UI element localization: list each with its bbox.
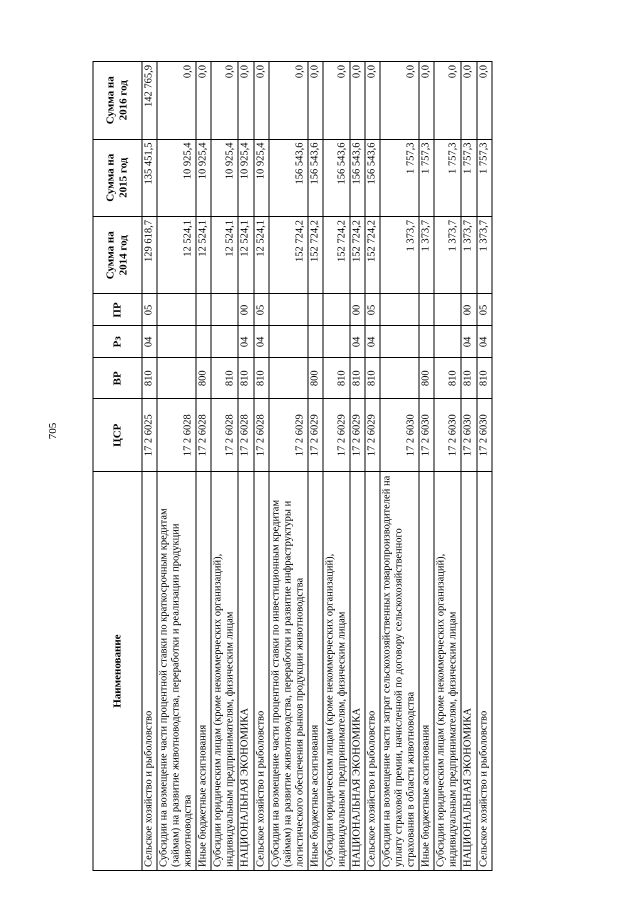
sum-2014-cell: 12 524,1 bbox=[196, 217, 211, 294]
rz-cell bbox=[434, 326, 461, 358]
table-row bbox=[477, 62, 492, 871]
table-row bbox=[365, 62, 380, 871]
pr-cell: 00 bbox=[238, 294, 253, 326]
rz-cell: 04 bbox=[142, 326, 157, 358]
rz-cell bbox=[419, 326, 434, 358]
vr-cell: 810 bbox=[350, 358, 365, 399]
sum-2015-cell: 10 925,4 bbox=[211, 139, 238, 216]
sum-2015-cell: 156 543,6 bbox=[350, 139, 365, 216]
sum-2014-cell: 1 373,7 bbox=[477, 217, 492, 294]
sum-2015-cell: 10 925,4 bbox=[254, 139, 269, 216]
sum-2014-cell: 152 724,2 bbox=[350, 217, 365, 294]
table-header-row bbox=[93, 62, 142, 871]
pr-cell: 05 bbox=[365, 294, 380, 326]
csr-cell: 17 2 6025 bbox=[142, 399, 157, 472]
sum-2014-cell: 12 524,1 bbox=[211, 217, 238, 294]
rz-cell bbox=[269, 326, 308, 358]
sum-2014-cell: 12 524,1 bbox=[238, 217, 253, 294]
budget-table bbox=[93, 61, 493, 871]
name-cell: Сельское хозяйство и рыболовство bbox=[142, 472, 157, 871]
table-row bbox=[269, 62, 308, 871]
table-row bbox=[323, 62, 350, 871]
pr-cell bbox=[323, 294, 350, 326]
vr-cell bbox=[380, 358, 419, 399]
sum-2015-cell: 156 543,6 bbox=[323, 139, 350, 216]
sum-2016-cell: 0,0 bbox=[196, 62, 211, 140]
sum-2014-cell: 152 724,2 bbox=[308, 217, 323, 294]
table-row bbox=[434, 62, 461, 871]
name-cell: Сельское хозяйство и рыболовство bbox=[365, 472, 380, 871]
sum-2016-cell: 0,0 bbox=[365, 62, 380, 140]
vr-cell: 800 bbox=[419, 358, 434, 399]
name-cell: Иные бюджетные ассигнования bbox=[196, 472, 211, 871]
header-sum-2014: Сумма на 2014 год bbox=[93, 217, 142, 294]
rz-cell bbox=[323, 326, 350, 358]
name-cell: НАЦИОНАЛЬНАЯ ЭКОНОМИКА bbox=[350, 472, 365, 871]
vr-cell: 810 bbox=[142, 358, 157, 399]
csr-cell: 17 2 6030 bbox=[477, 399, 492, 472]
sum-2015-cell: 10 925,4 bbox=[238, 139, 253, 216]
vr-cell: 810 bbox=[461, 358, 476, 399]
sum-2015-cell: 10 925,4 bbox=[157, 139, 196, 216]
pr-cell bbox=[308, 294, 323, 326]
table-row bbox=[350, 62, 365, 871]
table-row bbox=[461, 62, 476, 871]
sum-2015-cell: 10 925,4 bbox=[196, 139, 211, 216]
pr-cell: 05 bbox=[142, 294, 157, 326]
sum-2015-cell: 1 757,3 bbox=[434, 139, 461, 216]
sum-2014-cell: 12 524,1 bbox=[157, 217, 196, 294]
rz-cell: 04 bbox=[238, 326, 253, 358]
sum-2015-cell: 156 543,6 bbox=[269, 139, 308, 216]
header-pr: ПР bbox=[93, 294, 142, 326]
sum-2016-cell: 0,0 bbox=[380, 62, 419, 140]
vr-cell: 810 bbox=[323, 358, 350, 399]
rz-cell bbox=[211, 326, 238, 358]
table-row bbox=[254, 62, 269, 871]
pr-cell: 05 bbox=[254, 294, 269, 326]
page-number: 705 bbox=[47, 422, 59, 440]
csr-cell: 17 2 6029 bbox=[269, 399, 308, 472]
rz-cell bbox=[196, 326, 211, 358]
name-cell: Субсидии на возмещение части процентной ставки по инвестиционным кредитам (займам) на развитие животноводства, переработки и развитие инфраструктуры и логистического обеспечения рынков продукции животноводства bbox=[269, 472, 308, 871]
rz-cell bbox=[380, 326, 419, 358]
pr-cell bbox=[419, 294, 434, 326]
pr-cell bbox=[380, 294, 419, 326]
sum-2014-cell: 1 373,7 bbox=[419, 217, 434, 294]
vr-cell: 800 bbox=[196, 358, 211, 399]
csr-cell: 17 2 6028 bbox=[254, 399, 269, 472]
table-row bbox=[142, 62, 157, 871]
vr-cell: 810 bbox=[477, 358, 492, 399]
table-row bbox=[419, 62, 434, 871]
name-cell: Иные бюджетные ассигнования bbox=[308, 472, 323, 871]
sum-2016-cell: 0,0 bbox=[323, 62, 350, 140]
vr-cell: 810 bbox=[211, 358, 238, 399]
rz-cell: 04 bbox=[254, 326, 269, 358]
header-sum-2015: Сумма на 2015 год bbox=[93, 139, 142, 216]
sum-2016-cell: 0,0 bbox=[419, 62, 434, 140]
sum-2014-cell: 12 524,1 bbox=[254, 217, 269, 294]
table-row bbox=[157, 62, 196, 871]
rz-cell: 04 bbox=[365, 326, 380, 358]
budget-table-container bbox=[93, 61, 548, 871]
name-cell: Субсидии на возмещение части процентной ставки по краткосрочным кредитам (займам) на развитие животноводства, переработки и реализации продукции животноводства bbox=[157, 472, 196, 871]
table-row bbox=[196, 62, 211, 871]
name-cell: НАЦИОНАЛЬНАЯ ЭКОНОМИКА bbox=[461, 472, 476, 871]
csr-cell: 17 2 6029 bbox=[350, 399, 365, 472]
csr-cell: 17 2 6028 bbox=[238, 399, 253, 472]
csr-cell: 17 2 6028 bbox=[196, 399, 211, 472]
sum-2014-cell: 1 373,7 bbox=[461, 217, 476, 294]
vr-cell: 810 bbox=[238, 358, 253, 399]
pr-cell bbox=[211, 294, 238, 326]
name-cell: НАЦИОНАЛЬНАЯ ЭКОНОМИКА bbox=[238, 472, 253, 871]
csr-cell: 17 2 6028 bbox=[211, 399, 238, 472]
rz-cell: 04 bbox=[461, 326, 476, 358]
csr-cell: 17 2 6030 bbox=[380, 399, 419, 472]
sum-2016-cell: 0,0 bbox=[254, 62, 269, 140]
table-row bbox=[238, 62, 253, 871]
header-csr: ЦСР bbox=[93, 399, 142, 472]
sum-2015-cell: 156 543,6 bbox=[365, 139, 380, 216]
rz-cell bbox=[308, 326, 323, 358]
pr-cell bbox=[196, 294, 211, 326]
sum-2016-cell: 142 765,9 bbox=[142, 62, 157, 140]
sum-2014-cell: 1 373,7 bbox=[380, 217, 419, 294]
header-vr: ВР bbox=[93, 358, 142, 399]
sum-2014-cell: 152 724,2 bbox=[323, 217, 350, 294]
header-name: Наименование bbox=[93, 472, 142, 871]
sum-2016-cell: 0,0 bbox=[308, 62, 323, 140]
table-row bbox=[308, 62, 323, 871]
vr-cell bbox=[157, 358, 196, 399]
name-cell: Иные бюджетные ассигнования bbox=[419, 472, 434, 871]
vr-cell: 800 bbox=[308, 358, 323, 399]
csr-cell: 17 2 6028 bbox=[157, 399, 196, 472]
vr-cell bbox=[269, 358, 308, 399]
csr-cell: 17 2 6030 bbox=[419, 399, 434, 472]
table-body bbox=[142, 62, 492, 871]
sum-2016-cell: 0,0 bbox=[238, 62, 253, 140]
table-row bbox=[211, 62, 238, 871]
name-cell: Сельское хозяйство и рыболовство bbox=[254, 472, 269, 871]
pr-cell bbox=[269, 294, 308, 326]
sum-2015-cell: 135 451,5 bbox=[142, 139, 157, 216]
vr-cell: 810 bbox=[254, 358, 269, 399]
pr-cell bbox=[434, 294, 461, 326]
sum-2016-cell: 0,0 bbox=[157, 62, 196, 140]
pr-cell: 00 bbox=[461, 294, 476, 326]
name-cell: Субсидии на возмещение части затрат сельскохозяйственных товаропроизводителей на уплату страховой премии, начисленной по договору сельскохозяйственного страхования в области животноводства bbox=[380, 472, 419, 871]
rz-cell: 04 bbox=[350, 326, 365, 358]
rz-cell: 04 bbox=[477, 326, 492, 358]
sum-2014-cell: 1 373,7 bbox=[434, 217, 461, 294]
sum-2016-cell: 0,0 bbox=[269, 62, 308, 140]
name-cell: Субсидии юридическим лицам (кроме некоммерческих организаций), индивидуальным предпринимателям, физическим лицам bbox=[211, 472, 238, 871]
table-row bbox=[380, 62, 419, 871]
sum-2015-cell: 1 757,3 bbox=[461, 139, 476, 216]
sum-2014-cell: 152 724,2 bbox=[269, 217, 308, 294]
sum-2014-cell: 152 724,2 bbox=[365, 217, 380, 294]
sum-2015-cell: 1 757,3 bbox=[477, 139, 492, 216]
vr-cell: 810 bbox=[365, 358, 380, 399]
csr-cell: 17 2 6029 bbox=[323, 399, 350, 472]
csr-cell: 17 2 6030 bbox=[434, 399, 461, 472]
name-cell: Сельское хозяйство и рыболовство bbox=[477, 472, 492, 871]
csr-cell: 17 2 6029 bbox=[365, 399, 380, 472]
sum-2015-cell: 1 757,3 bbox=[419, 139, 434, 216]
sum-2016-cell: 0,0 bbox=[477, 62, 492, 140]
sum-2016-cell: 0,0 bbox=[211, 62, 238, 140]
rz-cell bbox=[157, 326, 196, 358]
pr-cell bbox=[157, 294, 196, 326]
sum-2015-cell: 1 757,3 bbox=[380, 139, 419, 216]
csr-cell: 17 2 6030 bbox=[461, 399, 476, 472]
sum-2016-cell: 0,0 bbox=[434, 62, 461, 140]
sum-2014-cell: 129 618,7 bbox=[142, 217, 157, 294]
pr-cell: 00 bbox=[350, 294, 365, 326]
header-rz: Рз bbox=[93, 326, 142, 358]
csr-cell: 17 2 6029 bbox=[308, 399, 323, 472]
name-cell: Субсидии юридическим лицам (кроме некоммерческих организаций), индивидуальным предпринимателям, физическим лицам bbox=[323, 472, 350, 871]
pr-cell: 05 bbox=[477, 294, 492, 326]
sum-2015-cell: 156 543,6 bbox=[308, 139, 323, 216]
vr-cell: 810 bbox=[434, 358, 461, 399]
sum-2016-cell: 0,0 bbox=[350, 62, 365, 140]
header-sum-2016: Сумма на 2016 год bbox=[93, 62, 142, 140]
name-cell: Субсидии юридическим лицам (кроме некоммерческих организаций), индивидуальным предпринимателям, физическим лицам bbox=[434, 472, 461, 871]
sum-2016-cell: 0,0 bbox=[461, 62, 476, 140]
